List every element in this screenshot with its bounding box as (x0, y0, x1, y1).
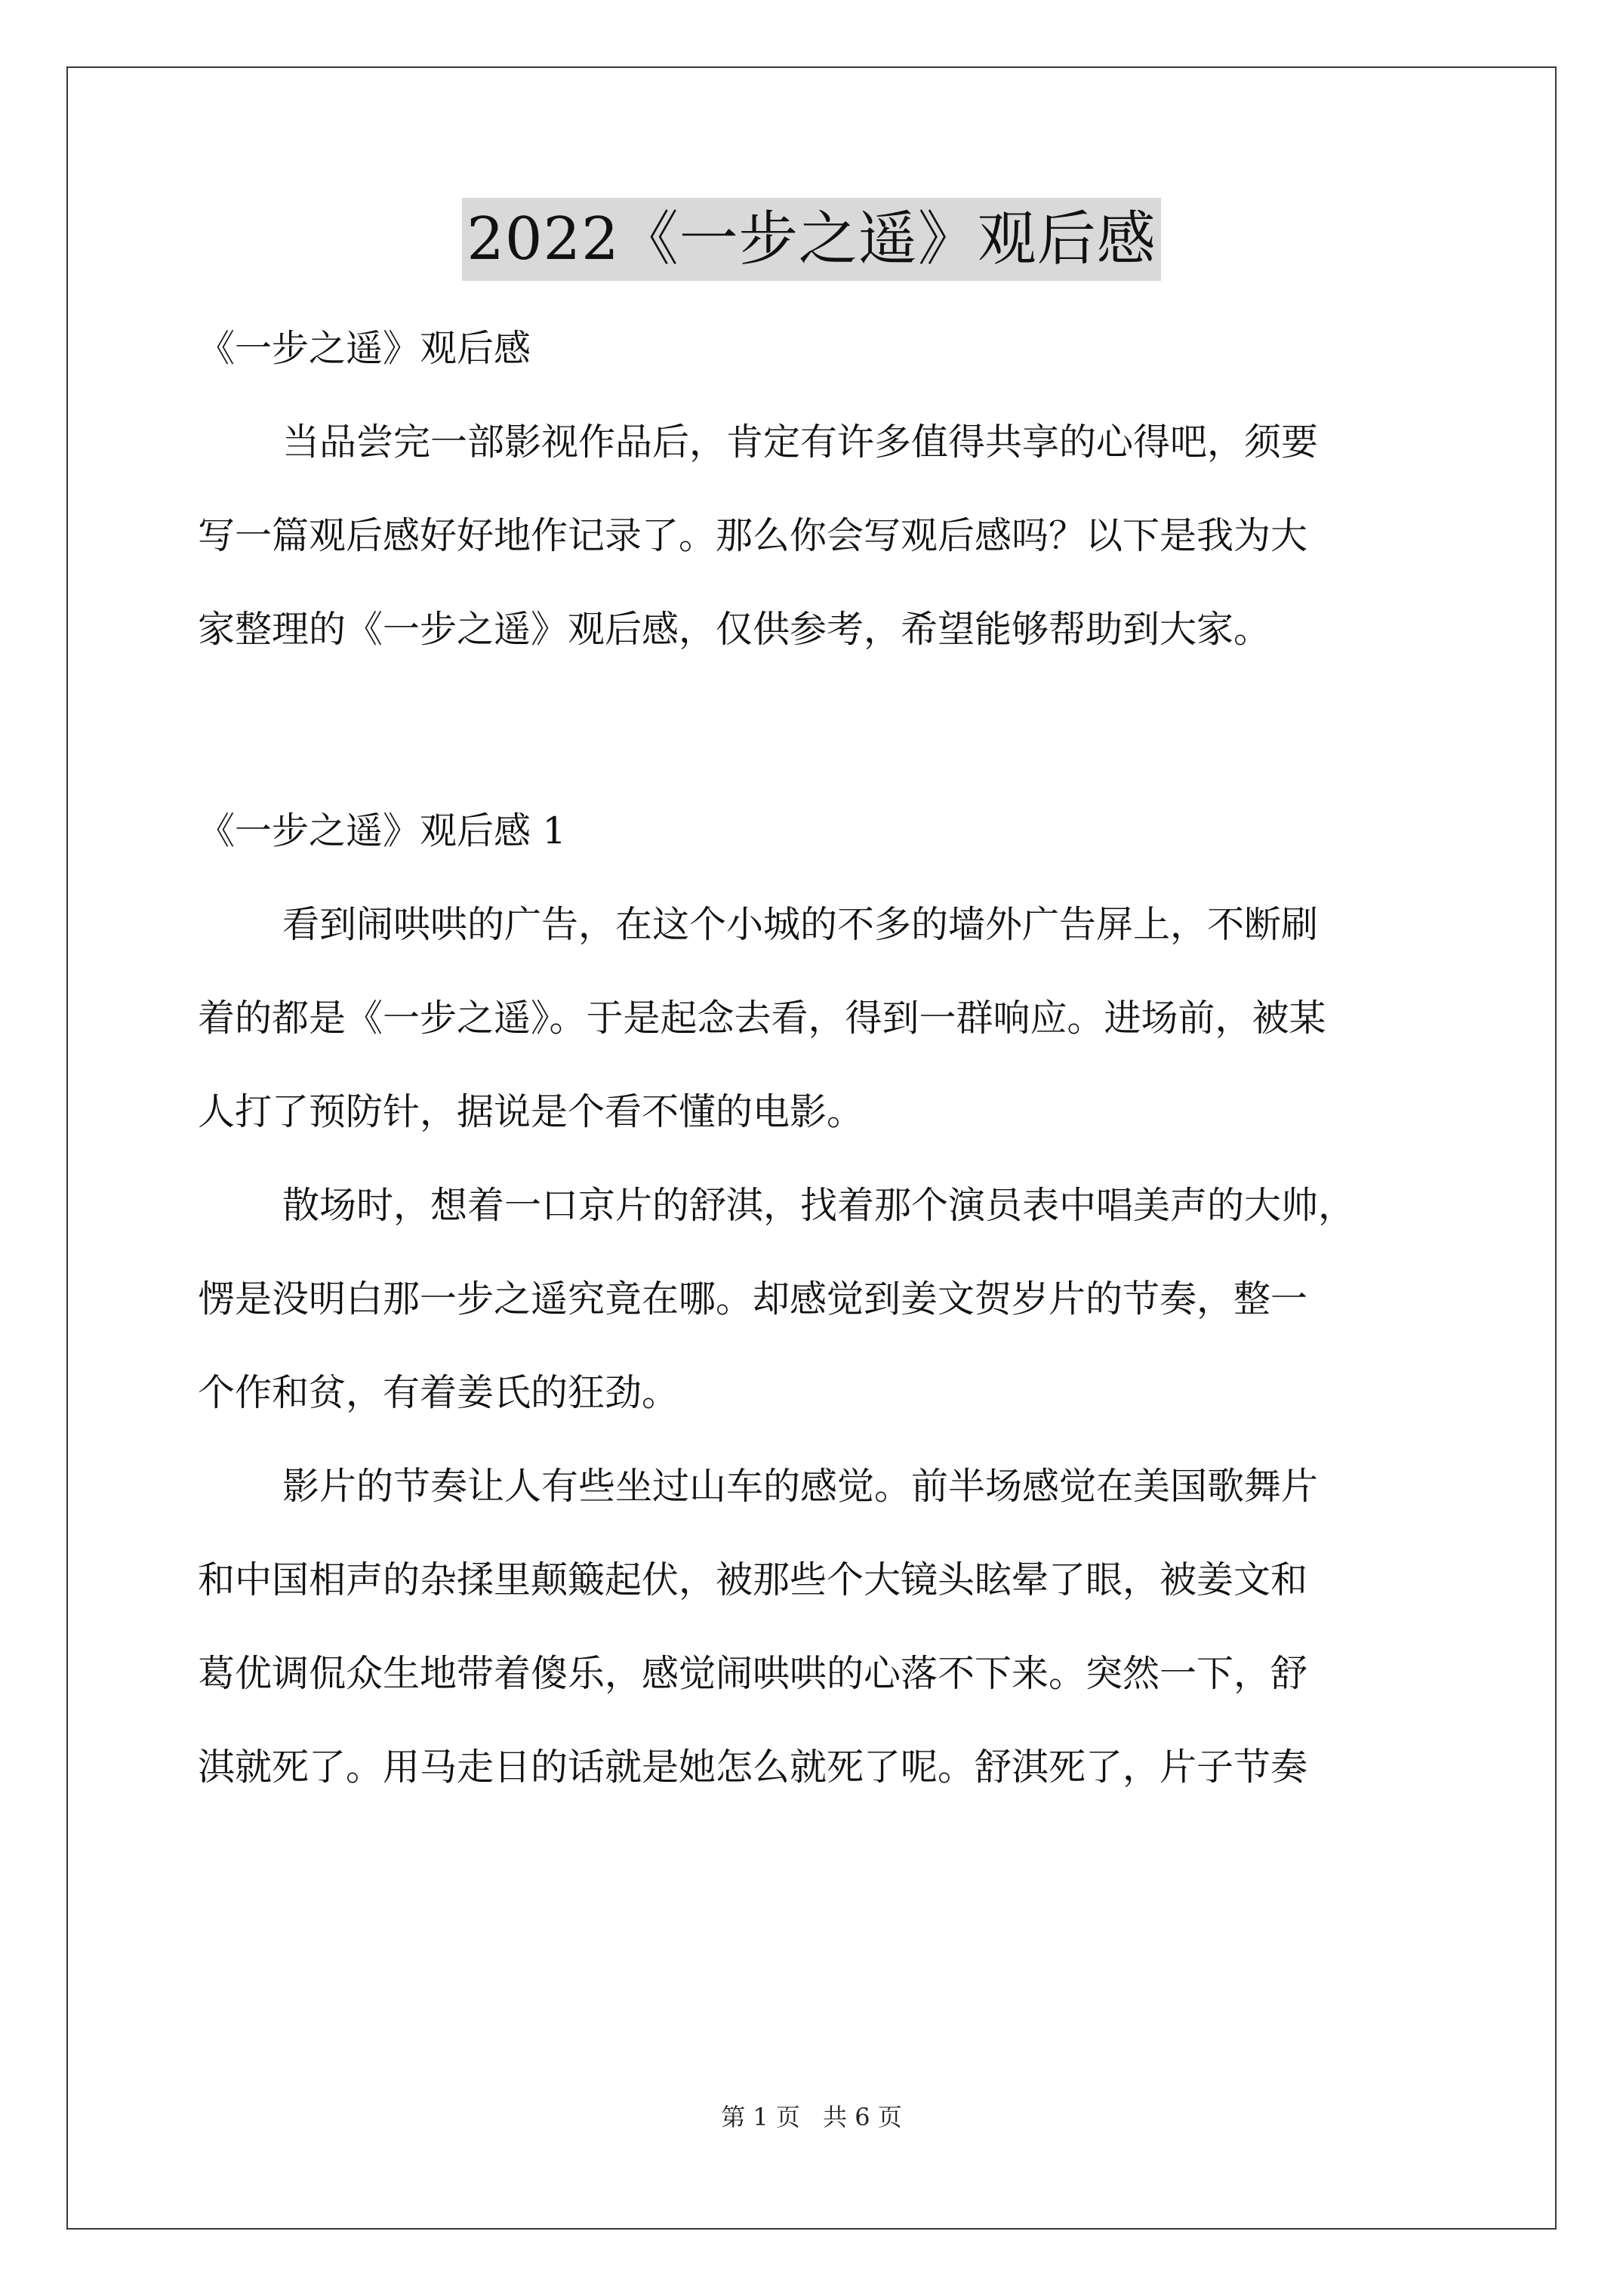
paragraph-line: 当品尝完一部影视作品后，肯定有许多值得共享的心得吧，须要 (282, 421, 1319, 464)
paragraph-line: 愣是没明白那一步之遥究竟在哪。却感觉到姜文贺岁片的节奏，整一 (198, 1277, 1308, 1321)
section-gap (198, 676, 1436, 784)
paragraph-line: 家整理的《一步之遥》观后感，仅供参考，希望能够帮助到大家。 (198, 608, 1271, 651)
page-number: 第 1 页 (721, 2103, 800, 2131)
paragraph-line: 散场时，想着一口京片的舒淇，找着那个演员表中唱美声的大帅， (282, 1184, 1356, 1227)
document-title: 2022《一步之遥》观后感 (462, 198, 1161, 281)
page-total: 共 6 页 (823, 2103, 902, 2131)
paragraph-line: 看到闹哄哄的广告，在这个小城的不多的墙外广告屏上，不断刷 (282, 903, 1319, 946)
paragraph-line: 淇就死了。用马走日的话就是她怎么就死了呢。舒淇死了，片子节奏 (198, 1746, 1308, 1789)
subtitle-heading: 《一步之遥》观后感 (198, 327, 531, 370)
paragraph-line: 和中国相声的杂揉里颠簸起伏，被那些个大镜头眩晕了眼，被姜文和 (198, 1558, 1308, 1601)
paragraph-line: 个作和贫，有着姜氏的狂劲。 (198, 1371, 679, 1414)
section-heading: 《一步之遥》观后感 1 (198, 809, 566, 852)
paragraph-line: 人打了预防针，据说是个看不懂的电影。 (198, 1090, 864, 1133)
paragraph-line: 写一篇观后感好好地作记录了。那么你会写观后感吗？以下是我为大 (198, 514, 1308, 557)
title-container (0, 198, 1623, 281)
paragraph-line: 着的都是《一步之遥》。于是起念去看，得到一群响应。进场前，被某 (198, 997, 1326, 1040)
document-body (198, 302, 1436, 1814)
paragraph-line: 影片的节奏让人有些坐过山车的感觉。前半场感觉在美国歌舞片 (282, 1465, 1319, 1508)
page-footer (0, 2099, 1623, 2135)
paragraph-line: 葛优调侃众生地带着傻乐，感觉闹哄哄的心落不下来。突然一下，舒 (198, 1652, 1308, 1695)
